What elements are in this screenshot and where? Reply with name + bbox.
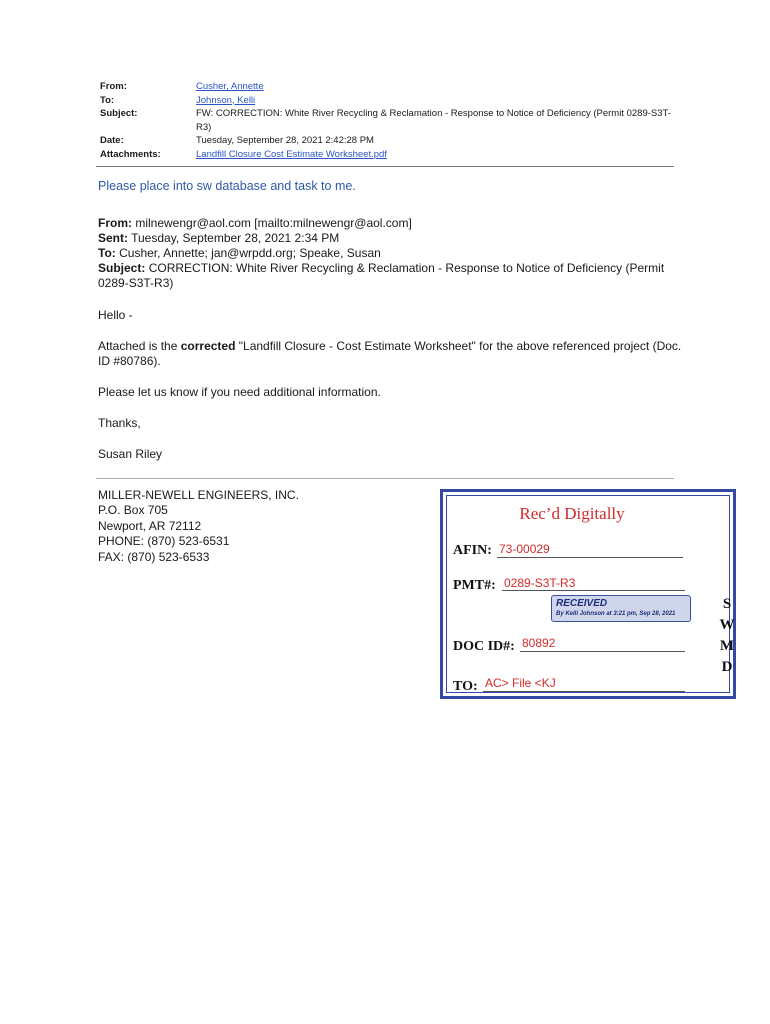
fwd-to-value: Cusher, Annette; jan@wrpdd.org; Speake, Susan: [119, 246, 381, 260]
received-box: [551, 595, 691, 622]
body-request: Please let us know if you need additional information.: [98, 385, 381, 399]
fwd-subject-line: [98, 261, 678, 291]
swmd-letter: W: [719, 617, 735, 633]
sig-phone: PHONE: (870) 523-6531: [98, 534, 230, 549]
afin-underline: [497, 557, 683, 558]
fwd-sent-label: Sent:: [98, 231, 128, 245]
pmt-label: PMT#:: [453, 578, 496, 593]
sig-company: MILLER-NEWELL ENGINEERS, INC.: [98, 488, 299, 502]
swmd-letter: M: [719, 638, 735, 654]
docid-underline: [520, 651, 685, 652]
to-value: AC> File <KJ: [485, 676, 556, 690]
header-divider: [96, 166, 674, 167]
sig-fax: FAX: (870) 523-6533: [98, 549, 210, 564]
received-by: By Kelli Johnson at 3:21 pm, Sep 28, 2021: [556, 611, 676, 617]
header-attachments-label: Attachments:: [100, 148, 161, 160]
body-thanks: Thanks,: [98, 416, 141, 430]
body-attached-pre: Attached is the: [98, 339, 181, 353]
header-from-row: [100, 80, 675, 94]
fwd-subject-value: CORRECTION: White River Recycling & Reclamation - Response to Notice of Deficiency (Permit 0289-S3T-R3): [98, 261, 665, 290]
fwd-from-line: [98, 216, 678, 231]
swmd-letter: D: [721, 659, 733, 675]
email-header: [100, 80, 675, 161]
attachment-link[interactable]: Landfill Closure Cost Estimate Worksheet.pdf: [196, 148, 387, 160]
docid-value: 80892: [522, 636, 556, 650]
swmd-vertical: [717, 594, 737, 678]
body-attached: [98, 339, 688, 369]
to-label: TO:: [453, 679, 478, 694]
header-subject-row: [100, 107, 675, 134]
signature-block: [98, 488, 299, 565]
header-date-row: [100, 134, 675, 148]
header-date-label: Date:: [100, 135, 124, 146]
sig-city: Newport, AR 72112: [98, 518, 202, 533]
fwd-from-label: From:: [98, 216, 132, 230]
stamp-inner-frame: [446, 495, 735, 694]
body-attached-bold: corrected: [180, 339, 236, 353]
pmt-underline: [502, 590, 685, 591]
header-date-value: Tuesday, September 28, 2021 2:42:28 PM: [196, 135, 374, 146]
header-to-link[interactable]: Johnson, Kelli: [196, 94, 256, 106]
header-to-row: [100, 94, 675, 108]
fwd-from-value: milnewengr@aol.com [mailto:milnewengr@aol.com]: [135, 216, 412, 230]
received-stamp: [440, 489, 736, 699]
fwd-sent-value: Tuesday, September 28, 2021 2:34 PM: [131, 231, 340, 245]
fwd-subject-label: Subject:: [98, 261, 146, 275]
to-underline: [483, 691, 685, 692]
header-from-label: From:: [100, 81, 127, 92]
body-greeting: Hello -: [98, 308, 133, 322]
stamp-title: Rec’d Digitally: [519, 504, 625, 523]
fwd-to-line: [98, 246, 678, 261]
forwarded-header: [98, 216, 678, 291]
body-signoff-name: Susan Riley: [98, 447, 163, 461]
pmt-value: 0289-S3T-R3: [504, 576, 576, 590]
fwd-sent-line: [98, 231, 678, 246]
signature-divider: [96, 478, 674, 479]
forward-note: Please place into sw database and task to me.: [98, 179, 356, 193]
header-attachments-row: [100, 148, 675, 162]
header-from-link[interactable]: Cusher, Annette: [196, 81, 264, 92]
header-to-label: To:: [100, 94, 115, 106]
docid-label: DOC ID#:: [453, 639, 515, 654]
afin-label: AFIN:: [453, 543, 492, 558]
header-subject-label: Subject:: [100, 108, 138, 119]
swmd-letter: S: [722, 596, 732, 612]
body-attached-post: "Landfill Closure - Cost Estimate Worksheet" for the above referenced project (Doc. ID #80786).: [98, 339, 682, 368]
header-subject-value: FW: CORRECTION: White River Recycling & Reclamation - Response to Notice of Deficiency (Permit 0289-S3T-R3): [196, 108, 671, 133]
sig-po-box: P.O. Box 705: [98, 503, 168, 518]
afin-value: 73-00029: [499, 542, 550, 556]
fwd-to-label: To:: [98, 246, 116, 260]
received-title: RECEIVED: [556, 598, 608, 609]
